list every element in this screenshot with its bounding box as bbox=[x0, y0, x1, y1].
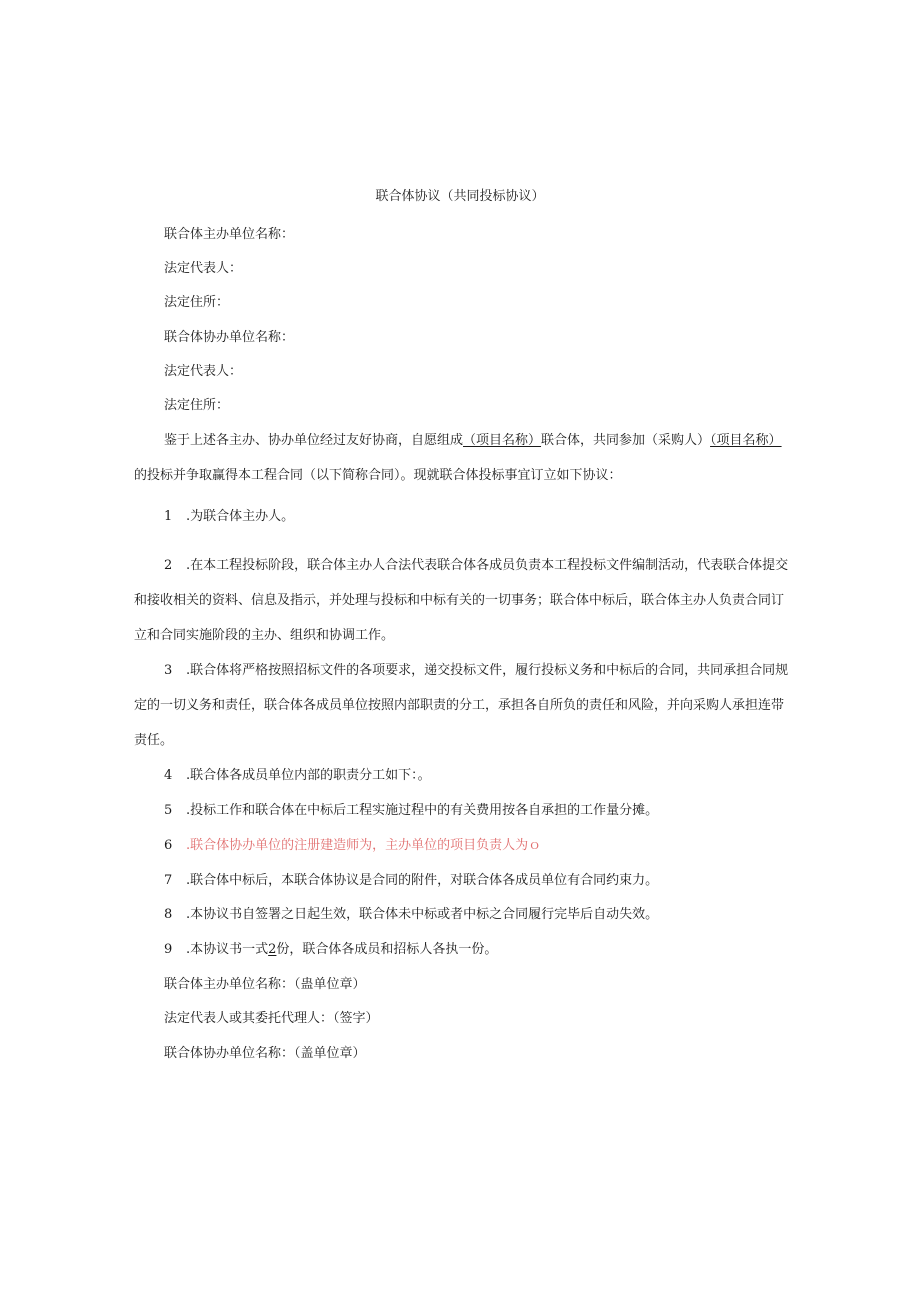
document-title: 联合体协议（共同投标协议） bbox=[375, 189, 545, 204]
clause-3 bbox=[164, 662, 788, 680]
clause-number: 2 bbox=[164, 558, 173, 573]
copies-count: 2 bbox=[268, 942, 277, 957]
intro-paragraph-line-2: 的投标并争取赢得本工程合同（以下简称合同）。现就联合体投标事宜订立如下协议： bbox=[134, 468, 622, 483]
clause-text: .联合体将严格按照招标文件的各项要求，递交投标文件，履行投标义务和中标后的合同，共同承担合同规 bbox=[186, 663, 789, 678]
partner-address-label: 法定住所： bbox=[164, 398, 230, 413]
clause-number: 4 bbox=[164, 768, 173, 783]
clause-number: 8 bbox=[164, 907, 173, 922]
clause-text: .联合体中标后，本联合体协议是合同的附件，对联合体各成员单位有合同约束力。 bbox=[186, 873, 659, 888]
partner-legal-rep-label: 法定代表人： bbox=[164, 364, 243, 379]
intro-text-part-1: 鉴于上述各主办、协办单位经过友好协商，自愿组成 bbox=[164, 433, 464, 448]
clause-text: .为联合体主办人。 bbox=[186, 509, 295, 524]
clause-3-continuation: 定的一切义务和责任，联合体各成员单位按照内部职责的分工，承担各自所负的责任和风险，并向采购人承担连带 bbox=[134, 698, 785, 713]
clause-number: 5 bbox=[164, 803, 173, 818]
lead-unit-name-label: 联合体主办单位名称： bbox=[164, 227, 295, 242]
clause-3-continuation: 责任。 bbox=[134, 733, 174, 748]
clause-2-continuation: 和接收相关的资料、信息及指示，并处理与投标和中标有关的一切事务；联合体中标后，联合体主办人负责合同订 bbox=[134, 593, 785, 608]
clause-number: 6 bbox=[164, 838, 173, 853]
clause-text-post: 份，联合体各成员和招标人各执一份。 bbox=[276, 942, 498, 957]
clause-2 bbox=[164, 557, 788, 575]
signature-legal-rep: 法定代表人或其委托代理人：（签字） bbox=[164, 1011, 379, 1026]
clause-number: 3 bbox=[164, 663, 173, 678]
clause-7 bbox=[164, 872, 658, 890]
clause-5 bbox=[164, 802, 658, 820]
signature-partner-unit: 联合体协办单位名称：（盖单位章） bbox=[164, 1046, 366, 1061]
signature-lead-unit: 联合体主办单位名称：（蛊单位章） bbox=[164, 977, 366, 992]
clause-8 bbox=[164, 906, 658, 924]
clause-6 bbox=[164, 837, 541, 855]
project-name-blank-1: （项目名称） bbox=[463, 433, 542, 448]
clause-text: .本协议书自签署之日起生效，联合体未中标或者中标之合同履行完毕后自动失效。 bbox=[186, 907, 659, 922]
clause-text-highlighted: .联合体协办单位的注册建造师为，主办单位的项目负责人为ｏ bbox=[186, 838, 542, 853]
clause-9 bbox=[164, 941, 497, 959]
intro-text-part-2: 联合体，共同参加（采购人） bbox=[541, 433, 711, 448]
partner-unit-name-label: 联合体协办单位名称： bbox=[164, 330, 295, 345]
clause-text-pre: .本协议书一式 bbox=[186, 942, 269, 957]
clause-text: .投标工作和联合体在中标后工程实施过程中的有关费用按各自承担的工作量分摊。 bbox=[186, 803, 659, 818]
intro-paragraph-line-1 bbox=[164, 432, 782, 450]
clause-text: .联合体各成员单位内部的职责分工如下：。 bbox=[186, 768, 431, 783]
clause-1 bbox=[164, 508, 294, 526]
clause-number: 1 bbox=[164, 509, 173, 524]
clause-number: 9 bbox=[164, 942, 173, 957]
clause-number: 7 bbox=[164, 873, 173, 888]
project-name-blank-2: （项目名称） bbox=[710, 433, 782, 448]
clause-4 bbox=[164, 767, 431, 785]
clause-2-continuation: 立和合同实施阶段的主办、组织和协调工作。 bbox=[134, 628, 395, 643]
lead-address-label: 法定住所： bbox=[164, 295, 230, 310]
clause-text: .在本工程投标阶段，联合体主办人合法代表联合体各成员负责本工程投标文件编制活动，代表联合体提交 bbox=[186, 558, 789, 573]
lead-legal-rep-label: 法定代表人： bbox=[164, 261, 243, 276]
